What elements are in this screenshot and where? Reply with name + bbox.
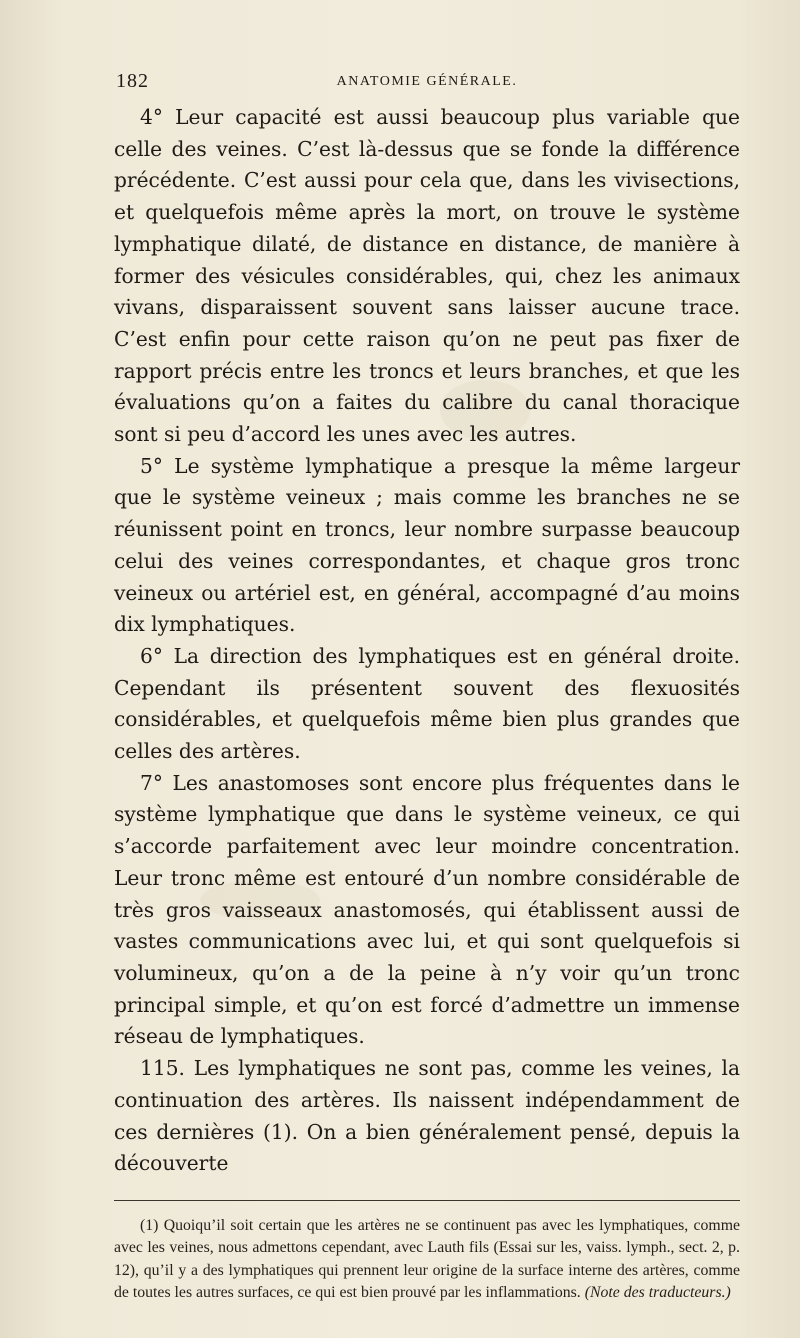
paragraph-anastomoses: 7° Les anastomoses sont encore plus fréquentes dans le système lymphatique que dans le système veineux, ce qui s’accorde parfaitement avec leur moindre concentration. Leur tronc même est entouré d’un nombre considérable de très gros vaisseaux anastomosés, qui établissent aussi de vastes communications avec lui, et qui sont quelquefois si volumineux, qu’on a de la peine à n’y voir qu’un tronc principal simple, et qu’on est forcé d’admettre un immense réseau de lymphatiques. bbox=[114, 770, 740, 1049]
page-content bbox=[114, 66, 740, 1305]
footnote-rule bbox=[114, 1200, 740, 1201]
paragraph-capacity: 4° Leur capacité est aussi beaucoup plus variable que celle des veines. C’est là-dessus que se fonde la différence précédente. C’est aussi pour cela que, dans les vivisections, et quelquefois même après la mort, on trouve le système lymphatique dilaté, de distance en distance, de manière à former des vésicules considérables, qui, chez les animaux vivans, disparaissent souvent sans laisser aucune trace. C’est enfin pour cette raison qu’on ne peut pas fixer de rapport précis entre les troncs et leurs branches, et que les évaluations qu’on a faites du calibre du canal thoracique sont si peu d’accord les unes avec les autres. bbox=[114, 105, 740, 447]
paragraph-direction: 6° La direction des lymphatiques est en général droite. Cependant ils présentent souvent des flexuosités considérables, et quelquefois même bien plus grandes que celles des artères. bbox=[114, 643, 740, 764]
footnote bbox=[114, 1215, 740, 1305]
footnote-credit: (Note des traducteurs.) bbox=[584, 1284, 731, 1302]
body-text bbox=[114, 102, 740, 1180]
page-header bbox=[114, 66, 740, 102]
paragraph-width: 5° Le système lymphatique a presque la même largeur que le système veineux ; mais comme les branches ne se réunissent point en troncs, leur nombre surpasse beaucoup celui des veines correspondantes, et chaque gros tronc veineux ou artériel est, en général, accompagné d’au moins dix lymphatiques. bbox=[114, 453, 740, 637]
footnote-text: (1) Quoiqu’il soit certain que les artères ne se continuent pas avec les lymphatiques, comme avec les veines, nous admettons cependant, avec Lauth fils (Essai sur les, vaiss. lymph., sect. 2, p. 12), qu’il y a des lymphatiques qui prennent leur origine de la surface interne des artères, comme de toutes les autres surfaces, ce qui est bien prouvé par les inflammations. bbox=[114, 1216, 740, 1302]
page-number: 182 bbox=[116, 70, 149, 92]
paragraph-115: 115. Les lymphatiques ne sont pas, comme les veines, la continuation des artères. Ils naissent indépendamment de ces dernières (1). On a bien généralement pensé, depuis la découverte bbox=[114, 1056, 740, 1176]
running-head: ANATOMIE GÉNÉRALE. bbox=[336, 74, 518, 89]
